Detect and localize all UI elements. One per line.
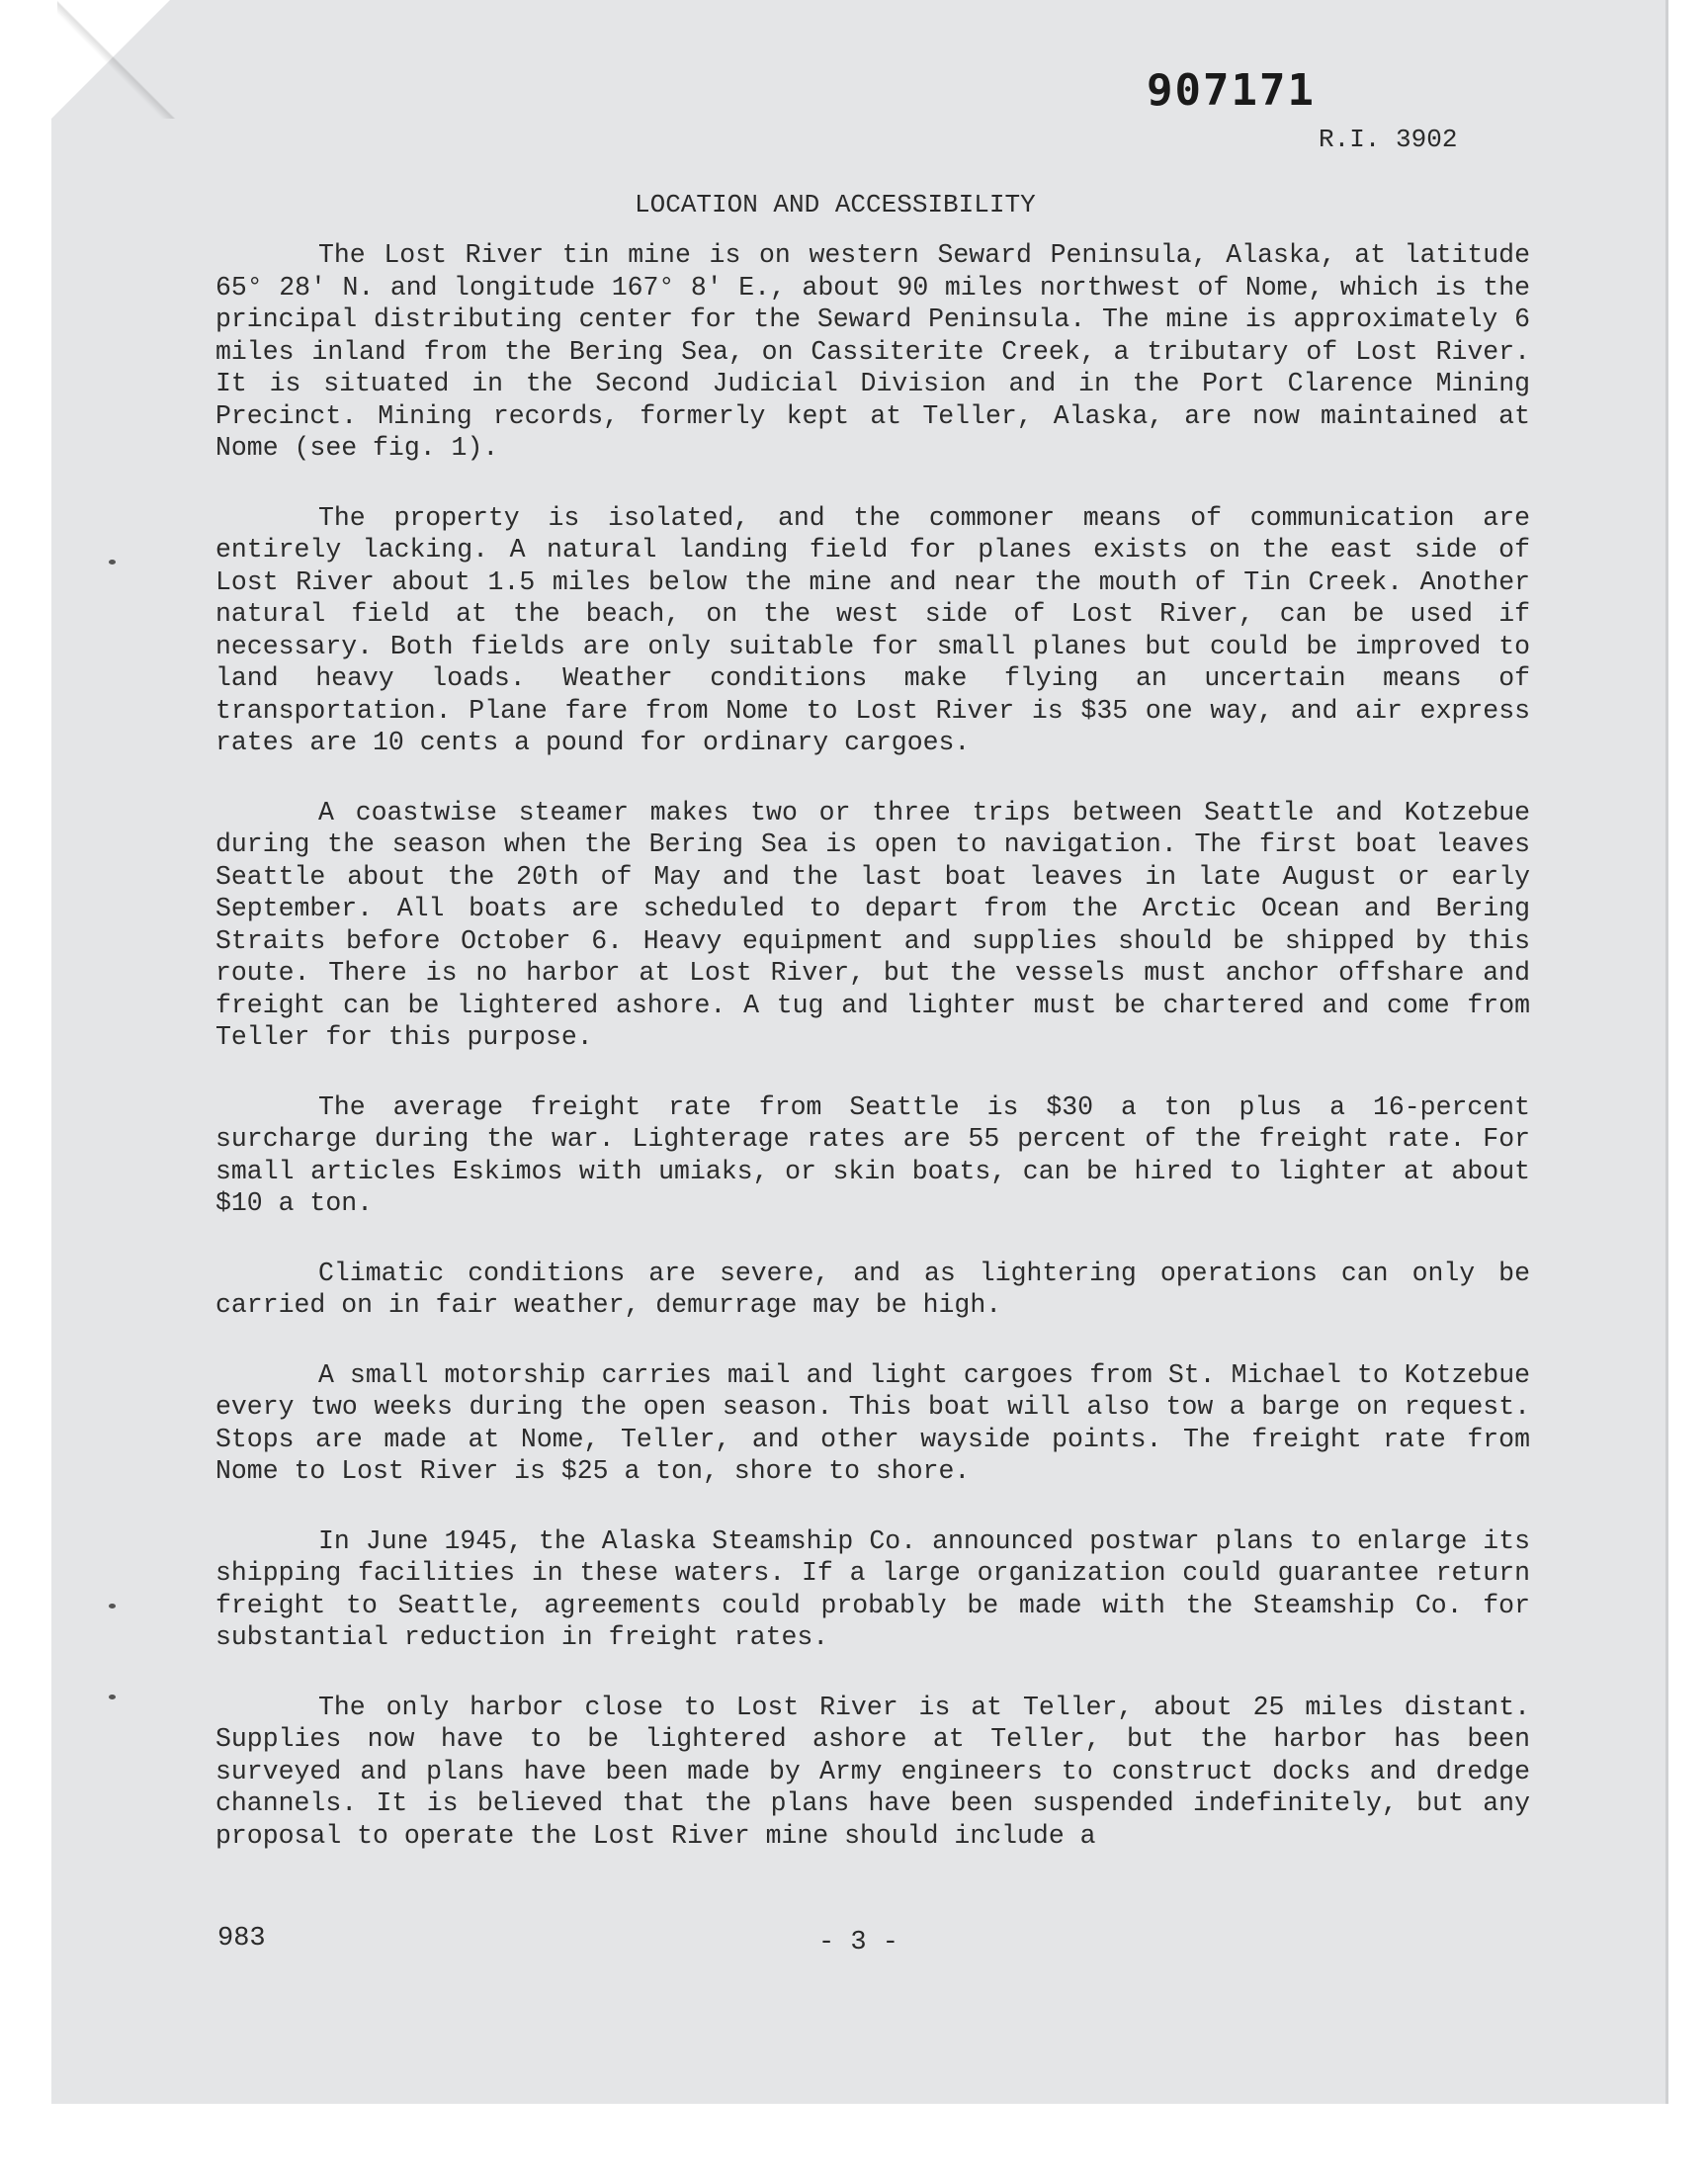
section-title: LOCATION AND ACCESSIBILITY [635,190,1036,219]
paragraph-teller-harbor: The only harbor close to Lost River is at Teller, about 25 miles distant. Supplies now have to be lightered ashore at Teller, but the harbor has been surveyed and plans have been made by Army engineers to construct docks and dredge channels. It is believed that the plans have been suspended indefinitely, but any proposal to operate the Lost River mine should include a [215,1692,1530,1851]
document-number: 907171 [1147,65,1316,116]
paragraph-landing-fields: The property is isolated, and the commoner means of communication are entirely lacking. A natural landing field for planes exists on the east side of Lost River about 1.5 miles below the mine and near the mouth of Tin Creek. Another natural field at the beach, on the west side of Lost River, can be used if necessary. Both fields are only suitable for small planes but could be improved to land heavy loads. Weather conditions make flying an uncertain means of transportation. Plane fare from Nome to Lost River is $35 one way, and air express rates are 10 cents a pound for ordinary cargoes. [215,502,1530,757]
page-number: - 3 - [818,1928,899,1958]
paragraph-coastwise-steamer: A coastwise steamer makes two or three trips between Seattle and Kotzebue during the season when the Bering Sea is open to navigation. The first boat leaves Seattle about the 20th of May and the last boat leaves in late August or early September. All boats are scheduled to depart from the Arctic Ocean and Bering Straits before October 6. Heavy equipment and supplies should be shipped by this route. There is no harbor at Lost River, but the vessels must anchor offshare and freight can be lightered ashore. A tug and lighter must be chartered and come from Teller for this purpose. [215,797,1530,1052]
margin-dot [109,560,116,565]
margin-dot [109,1604,116,1609]
paragraph-climatic-conditions: Climatic conditions are severe, and as lightering operations can only be carried on in fair weather, demurrage may be high. [215,1258,1530,1320]
margin-dot [109,1695,116,1699]
paragraph-motorship: A small motorship carries mail and light cargoes from St. Michael to Kotzebue every two weeks during the open season. This boat will also tow a barge on request. Stops are made at Nome, Teller, and other wayside points. The freight rate from Nome to Lost River is $25 a ton, shore to shore. [215,1359,1530,1486]
report-id: R.I. 3902 [1319,125,1458,154]
paragraph-location: The Lost River tin mine is on western Seward Peninsula, Alaska, at latitude 65° 28' N. and longitude 167° 8' E., about 90 miles northwest of Nome, which is the principal distributing center for the Seward Peninsula. The mine is approximately 6 miles inland from the Bering Sea, on Cassiterite Creek, a tributary of Lost River. It is situated in the Second Judicial Division and in the Port Clarence Mining Precinct. Mining records, formerly kept at Teller, Alaska, are now maintained at Nome (see fig. 1). [215,240,1530,463]
job-number: 983 [217,1924,266,1954]
paragraph-freight-rate: The average freight rate from Seattle is $30 a ton plus a 16-percent surcharge during the war. Lighterage rates are 55 percent of the freight rate. For small articles Eskimos with umiaks, or skin boats, can be hired to lighter at about $10 a ton. [215,1091,1530,1218]
folded-corner-shadow [57,0,176,119]
body-text [215,239,1530,1881]
paragraph-steamship-plans: In June 1945, the Alaska Steamship Co. announced postwar plans to enlarge its shipping facilities in these waters. If a large organization could guarantee return freight to Seattle, agreements could probably be made with the Steamship Co. for substantial reduction in freight rates. [215,1525,1530,1652]
